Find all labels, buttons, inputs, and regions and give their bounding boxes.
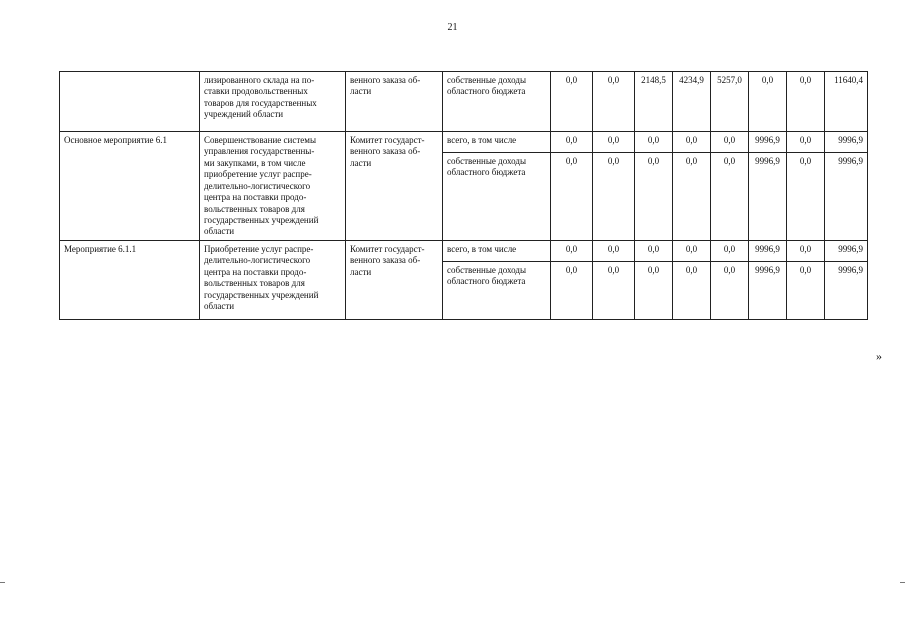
table-row: [60, 72, 868, 132]
funding-source-cell: всего, в том числе: [443, 241, 551, 262]
value-cell: 0,0: [673, 132, 711, 153]
value-cell: 0,0: [787, 241, 825, 262]
value-cell: 0,0: [593, 153, 635, 241]
budget-table: [59, 71, 868, 320]
value-cell: 9996,9: [749, 132, 787, 153]
left-edge-mark: [0, 582, 5, 583]
value-cell: 0,0: [711, 153, 749, 241]
value-cell: 0,0: [593, 241, 635, 262]
value-cell: 0,0: [635, 241, 673, 262]
value-cell: 0,0: [635, 153, 673, 241]
row-executor-cell: Комитет государст- венного заказа об- ласти: [346, 132, 443, 241]
page-number: 21: [447, 22, 458, 33]
row-executor-cell: венного заказа об- ласти: [346, 72, 443, 132]
value-cell: 0,0: [673, 262, 711, 320]
value-cell: 0,0: [787, 132, 825, 153]
row-name-cell: Основное мероприятие 6.1: [60, 132, 200, 241]
table-row: [60, 132, 868, 153]
funding-source-cell: собственные доходы областного бюджета: [443, 153, 551, 241]
value-cell: 9996,9: [825, 241, 868, 262]
value-cell: 0,0: [787, 262, 825, 320]
value-cell: 2148,5: [635, 72, 673, 132]
right-edge-mark: [900, 582, 905, 583]
value-cell: 0,0: [551, 262, 593, 320]
funding-source-cell: собственные доходы областного бюджета: [443, 72, 551, 132]
value-cell: 9996,9: [749, 153, 787, 241]
value-cell: 9996,9: [825, 132, 868, 153]
value-cell: 0,0: [551, 132, 593, 153]
row-name-cell: Мероприятие 6.1.1: [60, 241, 200, 320]
funding-source-cell: собственные доходы областного бюджета: [443, 262, 551, 320]
value-cell: 0,0: [635, 262, 673, 320]
value-cell: 0,0: [749, 72, 787, 132]
value-cell: 9996,9: [749, 241, 787, 262]
value-cell: 0,0: [593, 132, 635, 153]
value-cell: 0,0: [673, 153, 711, 241]
value-cell: 0,0: [593, 72, 635, 132]
value-cell: 4234,9: [673, 72, 711, 132]
value-cell: 0,0: [635, 132, 673, 153]
row-executor-cell: Комитет государст- венного заказа об- ласти: [346, 241, 443, 320]
value-cell: 0,0: [673, 241, 711, 262]
value-cell: 5257,0: [711, 72, 749, 132]
row-description-cell: Совершенствование системы управления государственны- ми закупками, в том числе приобретение услуг распре- делительно-логистического центра на поставки продо- вольственных товаров для государственных учреждений области: [200, 132, 346, 241]
table-row: [60, 241, 868, 262]
row-name-cell: [60, 72, 200, 132]
value-cell: 0,0: [551, 153, 593, 241]
value-cell: 0,0: [711, 262, 749, 320]
value-cell: 9996,9: [749, 262, 787, 320]
value-cell: 11640,4: [825, 72, 868, 132]
value-cell: 0,0: [551, 241, 593, 262]
value-cell: 0,0: [787, 72, 825, 132]
value-cell: 9996,9: [825, 153, 868, 241]
row-description-cell: лизированного склада на по- ставки продовольственных товаров для государственных учреждений области: [200, 72, 346, 132]
value-cell: 9996,9: [825, 262, 868, 320]
value-cell: 0,0: [787, 153, 825, 241]
funding-source-cell: всего, в том числе: [443, 132, 551, 153]
value-cell: 0,0: [551, 72, 593, 132]
value-cell: 0,0: [711, 241, 749, 262]
value-cell: 0,0: [593, 262, 635, 320]
value-cell: 0,0: [711, 132, 749, 153]
closing-quote: »: [876, 349, 882, 363]
row-description-cell: Приобретение услуг распре- делительно-логистического центра на поставки продо- вольственных товаров для государственных учреждений области: [200, 241, 346, 320]
